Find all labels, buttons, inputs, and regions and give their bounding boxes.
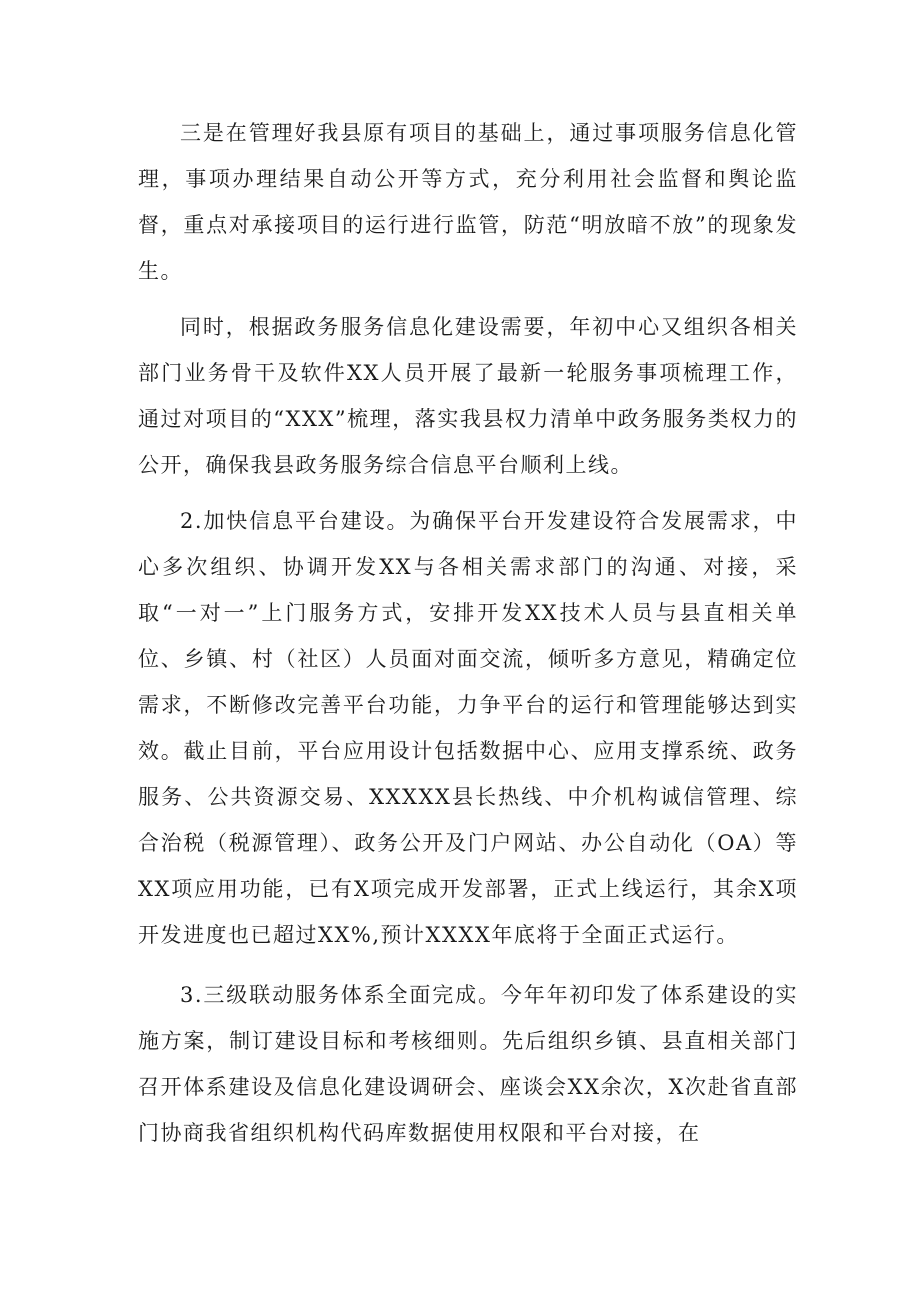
paragraph-supervision: 三是在管理好我县原有项目的基础上，通过事项服务信息化管理，事项办理结果自动公开等方式，充分利用社会监督和舆论监督，重点对承接项目的运行进行监管，防范“明放暗不放”的现象发生。 — [138, 121, 798, 283]
document-body — [138, 110, 798, 1156]
paragraph-service-review: 同时，根据政务服务信息化建设需要，年初中心又组织各相关部门业务骨干及软件XX人员开展了最新一轮服务事项梳理工作，通过对项目的“XXX”梳理，落实我县权力清单中政务服务类权力的公开，确保我县政务服务综合信息平台顺利上线。 — [138, 315, 798, 477]
paragraph-three-level-system: 3.三级联动服务体系全面完成。今年年初印发了体系建设的实施方案，制订建设目标和考核细则。先后组织乡镇、县直相关部门召开体系建设及信息化建设调研会、座谈会XX余次，X次赴省直部门协商我省组织机构代码库数据使用权限和平台对接，在 — [138, 983, 798, 1145]
paragraph-platform-construction: 2.加快信息平台建设。为确保平台开发建设符合发展需求，中心多次组织、协调开发XX与各相关需求部门的沟通、对接，采取“一对一”上门服务方式，安排开发XX技术人员与县直相关单位、乡镇、村（社区）人员面对面交流，倾听多方意见，精确定位需求，不断修改完善平台功能，力争平台的运行和管理能够达到实效。截止目前，平台应用设计包括数据中心、应用支撑系统、政务服务、公共资源交易、XXXXX县长热线、中介机构诚信管理、综合治税（税源管理）、政务公开及门户网站、办公自动化（OA）等XX项应用功能，已有X项完成开发部署，正式上线运行，其余X项开发进度也已超过XX%,预计XXXX年底将于全面正式运行。 — [138, 509, 798, 947]
